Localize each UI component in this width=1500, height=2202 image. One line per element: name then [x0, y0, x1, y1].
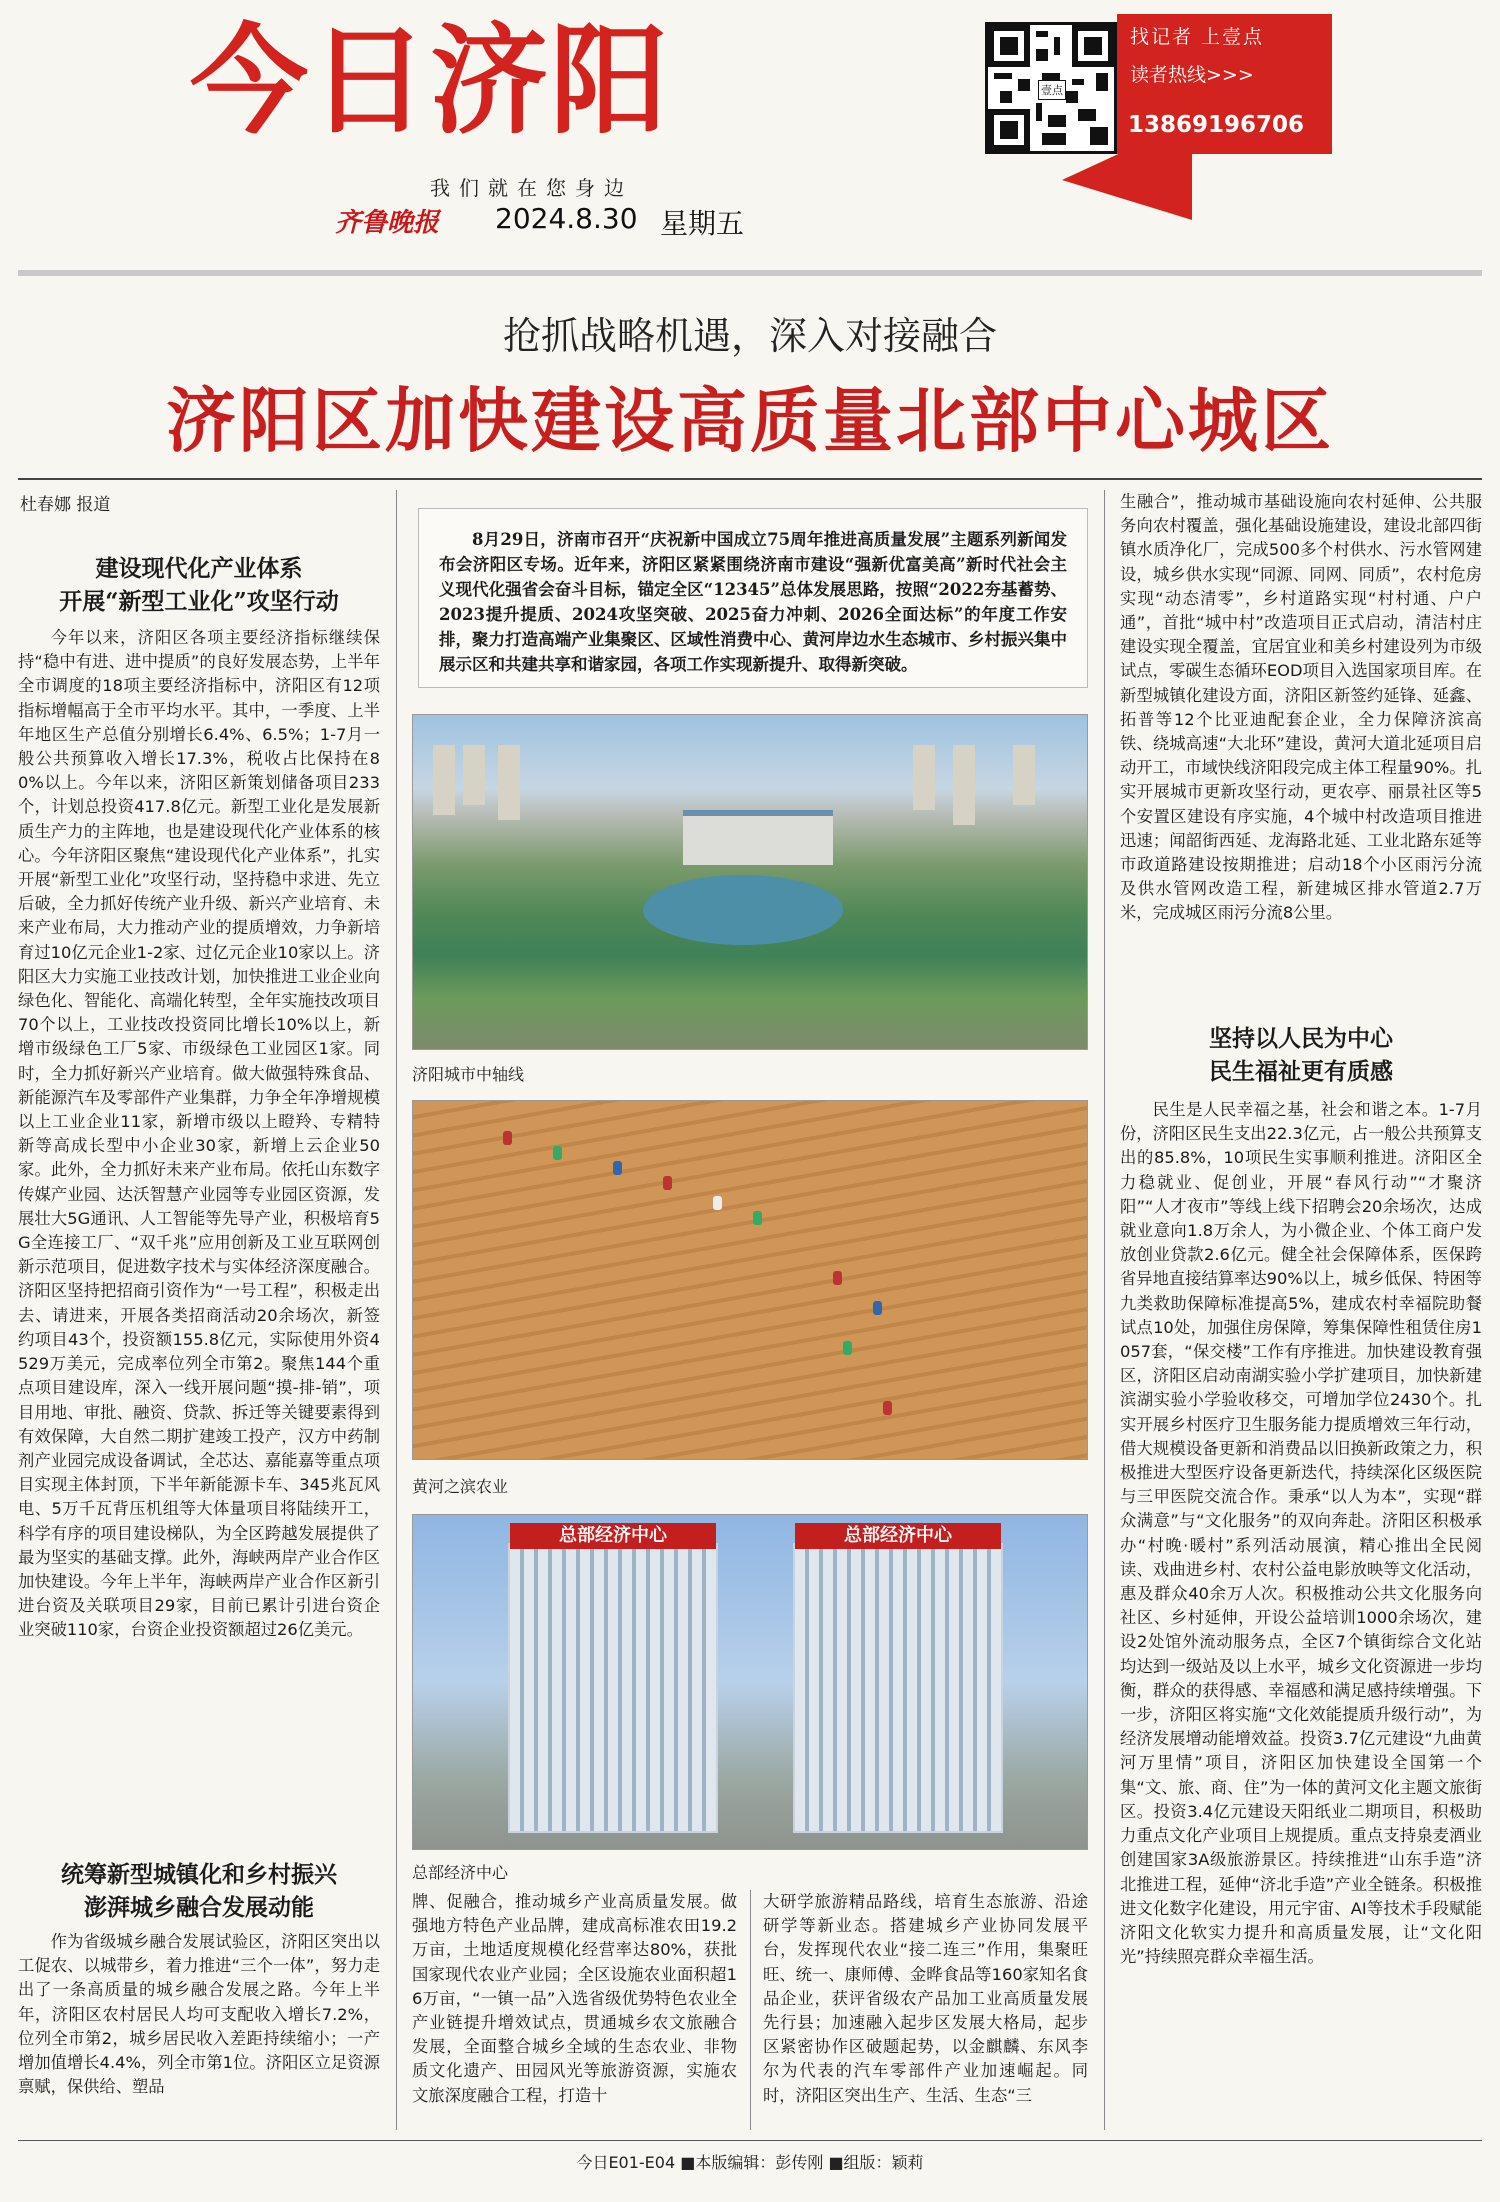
column-4b-body: 民生是人民幸福之基，社会和谐之本。1-7月份，济阳区民生支出22.3亿元，占一般公共预算支出的85.8%，10项民生实事顺利推进。济阳区全力稳就业、促创业，开展“春风行动”“才聚济阳”“人才夜市”等线上线下招聘会20余场次，达成就业意向1.8万余人，为小微企业、个体工商户发放创业贷款2.6亿元。健全社会保障体系，医保跨省异地直接结算率达90%以上，城乡低保、特困等九类救助保障标准提高5%，建成农村幸福院助餐试点10处，加强住房保障，筹集保障性租赁住房1057套，“保交楼”工作有序推进。加快建设教育强区，济阳区启动南湖实验小学扩建项目，加快新建滨湖实验小学验收移交，可增加学位2430个。扎实开展乡村医疗卫生服务能力提质增效三年行动，借大规模设备更新和消费品以旧换新政策之力，积极推进大型医疗设备更新迭代，持续深化区级医院与三甲医院交流合作。秉承“以人为本”，实现“群众满意”与“文化服务”的双向奔赴。济阳区积极承办“村晚·暖村”系列活动展演，精心推出全民阅读、戏曲进乡村、农村公益电影放映等文化活动，惠及群众40余万人次。积极推动公共文化服务向社区、乡村延伸，开设公益培训1000余场次，建设2处馆外流动服务点，全区7个镇街综合文化站均达到一级站及以上水平，城乡文化资源进一步均衡，群众的获得感、幸福感和满足感持续增强。下一步，济阳区将实施“文化效能提质升级行动”，为经济发展增动能增效益。投资3.7亿元建设“九曲黄河万里情”项目，济阳区加快建设全国第一个集“文、旅、商、住”为一体的黄河文化主题文旅街区。投资3.4亿元建设天阳纸业二期项目，积极助力重点文化产业项目上规提质。重点支持泉麦酒业创建国家3A级旅游景区。持续推进“山东手造”济北推进工程，延伸“济北手造”产业全链条。积极推进文化数字化建设，用元宇宙、AI等技术手段赋能济阳文化软实力提升和高质量发展，让“文化阳光”持续照亮群众幸福生活。: [1120, 1100, 1482, 1967]
photo-city-axis: [412, 714, 1088, 1050]
hotline-number[interactable]: 13869196706: [1128, 112, 1305, 138]
headline-divider: [18, 478, 1482, 480]
lead-paragraph: 8月29日，济南市召开“庆祝新中国成立75周年推进高质量发展”主题系列新闻发布会济阳区专场。近年来，济阳区紧紧围绕济南市建设“强新优富美高”新时代社会主义现代化强省会奋斗目标，锚定全区“12345”总体发展思路，按照“2022夯基蓄势、2023提升提质、2024攻坚突破、2025奋力冲刺、2026全面达标”的年度工作安排，聚力打造高端产业集聚区、区域性消费中心、黄河岸边水生态城市、乡村振兴集中展示区和共建共享和谐家园，各项工作实现新提升、取得新突破。: [418, 508, 1088, 688]
footer-divider: [18, 2140, 1482, 2141]
masthead-title: 今日济阳: [190, 12, 671, 150]
page-footer: 今日E01-E04 ■本版编辑：彭传刚 ■组版：颖莉: [576, 2153, 924, 2172]
section-3-title-line1: 坚持以人民为中心: [1209, 1025, 1393, 1052]
byline: 杜春娜 报道: [20, 495, 111, 515]
section-2-title-line2: 澎湃城乡融合发展动能: [84, 1894, 314, 1921]
hotline-tagline: 找记者 上壹点: [1130, 26, 1265, 48]
article-subhead: 抢抓战略机遇，深入对接融合: [502, 314, 997, 358]
section-2-heading: [18, 1858, 380, 1924]
column-4-body: 生融合”，推动城市基础设施向农村延伸、公共服务向农村覆盖，强化基础设施建设，建设北部四街镇水质净化厂，完成500多个村供水、污水管网建设，城乡供水实现“同源、同网、同质”，农村危房实现“动态清零”，乡村道路实现“村村通、户户通”，首批“城中村”改造项目正式启动，清洁村庄建设实现全覆盖，宜居宜业和美乡村建设列为市级试点，零碳生态循环EOD项目入选国家项目库。在新型城镇化建设方面，济阳区新签约延锋、延鑫、拓普等12个比亚迪配套企业，全力保障济滨高铁、绕城高速“大北环”建设，黄河大道北延项目启动开工，市域快线济阳段完成主体工程量90%。扎实开展城市更新攻坚行动，更农亭、丽景社区等5个安置区建设有序实施，4个城中村改造项目推进迅速；闻韶街西延、龙海路北延、工业北路东延等市政道路建设按期推进；启动18个小区雨污分流及供水管网改造工程，新建城区排水管道2.7万米，完成城区雨污分流8公里。: [1120, 492, 1482, 923]
photo-3-caption: 总部经济中心: [412, 1863, 509, 1882]
hotline-label: 读者热线>>>: [1130, 64, 1254, 86]
qr-label: 壹点: [1038, 80, 1066, 100]
section-1-heading: [18, 552, 380, 618]
masthead: [0, 0, 1500, 265]
column-divider: [396, 490, 397, 2130]
issue-weekday: 星期五: [660, 207, 745, 240]
tower-sign-left: 总部经济中心: [510, 1523, 716, 1549]
masthead-slogan: 我们就在您身边: [430, 176, 633, 200]
section-1-title-line1: 建设现代化产业体系: [95, 555, 303, 582]
photo-farmland: [412, 1100, 1088, 1460]
column-divider: [750, 1890, 751, 2130]
brand-logo: 齐鲁晚报: [335, 208, 440, 238]
masthead-divider: [18, 270, 1482, 276]
column-1b-body: 作为省级城乡融合发展试验区，济阳区突出以工促农、以城带乡，着力推进“三个一体”，努力走出了一条高质量的城乡融合发展之路。今年上半年，济阳区农村居民人均可支配收入增长7.2%，位列全市第2，城乡居民收入差距持续缩小；一产增加值增长4.4%，列全市第1位。济阳区立足资源禀赋，保供给、塑品: [18, 1932, 380, 2097]
column-divider: [1104, 490, 1105, 2130]
tower-sign-right: 总部经济中心: [795, 1523, 1001, 1549]
article-headline: 济阳区加快建设高质量北部中心城区: [166, 379, 1334, 462]
column-3b-body: 大研学旅游精品路线，培育生态旅游、沿途研学等新业态。搭建城乡产业协同发展平台，发挥现代农业“接二连三”作用，集聚旺旺、统一、康师傅、金晔食品等160家知名食品企业，获评省级农产品加工业高质量发展先行县；加速融入起步区发展大格局，起步区紧密协作区破题起势，以金麒麟、东风李尔为代表的汽车零部件产业加速崛起。同时，济阳区突出生产、生活、生态“三: [763, 1892, 1088, 2105]
column-2b-body: 牌、促融合，推动城乡产业高质量发展。做强地方特色产业品牌，建成高标准农田19.2万亩，土地适度规模化经营率达80%，获批国家现代农业产业园；全区设施农业面积超16万亩，“一镇一品”入选省级优势特色农业全产业链提升增效试点，贯通城乡农文旅融合发展，全面整合城乡全域的生态农业、非物质文化遗产、田园风光等旅游资源，实施农文旅深度融合工程，打造十: [412, 1892, 737, 2105]
issue-date: 2024.8.30: [495, 202, 638, 235]
section-3-title-line2: 民生福祉更有质感: [1209, 1058, 1393, 1085]
photo-1-caption: 济阳城市中轴线: [412, 1065, 525, 1084]
photo-2-caption: 黄河之滨农业: [412, 1477, 509, 1496]
column-1-body: 今年以来，济阳区各项主要经济指标继续保持“稳中有进、进中提质”的良好发展态势，上半年全市调度的18项主要经济指标中，济阳区有12项指标增幅高于全市平均水平。其中，一季度、上半年地区生产总值分别增长6.4%、6.5%；1-7月一般公共预算收入增长17.3%，税收占比保持在80%以上。今年以来，济阳区新策划储备项目233个，计划总投资417.8亿元。新型工业化是发展新质生产力的主阵地，也是建设现代化产业体系的核心。今年济阳区聚焦“建设现代化产业体系”，扎实开展“新型工业化”攻坚行动，坚持稳中求进、先立后破，全力抓好传统产业升级、新兴产业培育、未来产业布局，大力推动产业的提质增效，力争新培育过10亿元企业1-2家、过亿元企业10家以上。济阳区大力实施工业技改计划，加快推进工业企业向绿色化、智能化、高端化转型，全年实施技改项目70个以上，工业技改投资同比增长10%以上，新增市级绿色工厂5家、市级绿色工业园区1家。同时，全力抓好新兴产业培育。做大做强特殊食品、新能源汽车及零部件产业集群，力争全年净增规模以上工业企业11家，新增市级以上瞪羚、专精特新等高成长型中小企业30家，新增上云企业50家。此外，全力抓好未来产业布局。依托山东数字传媒产业园、达沃智慧产业园等专业园区资源，发展壮大5G通讯、人工智能等先导产业，积极培育5G全连接工厂、“双千兆”应用创新及工业互联网创新示范项目，促进数字技术与实体经济深度融合。济阳区坚持把招商引资作为“一号工程”，积极走出去、请进来，开展各类招商活动20余场次，新签约项目43个，投资额155.8亿元，实际使用外资4529万美元，完成率位列全市第2。聚焦144个重点项目建设库，深入一线开展问题“摸-排-销”，项目用地、审批、融资、贷款、拆迁等关键要素得到有效保障，大自然二期扩建竣工投产，汉方中药制剂产业园完成设备调试，全芯达、嘉能嘉等重点项目实现主体封顶，下半年新能源卡车、345兆瓦风电、5万千瓦背压机组等大体量项目将陆续开工，科学有序的项目建设梯队，为全区跨越发展提供了最为坚实的基础支撑。此外，海峡两岸产业合作区加快建设。今年上半年，海峡两岸产业合作区新引进台资及关联项目29家，目前已累计引进台资企业突破110家，台资企业投资额超过26亿美元。: [18, 628, 380, 1640]
section-1-title-line2: 开展“新型工业化”攻坚行动: [59, 588, 339, 615]
section-3-heading: [1120, 1022, 1482, 1088]
photo-hq-economy-center: [412, 1514, 1088, 1850]
section-2-title-line1: 统筹新型城镇化和乡村振兴: [61, 1861, 337, 1888]
